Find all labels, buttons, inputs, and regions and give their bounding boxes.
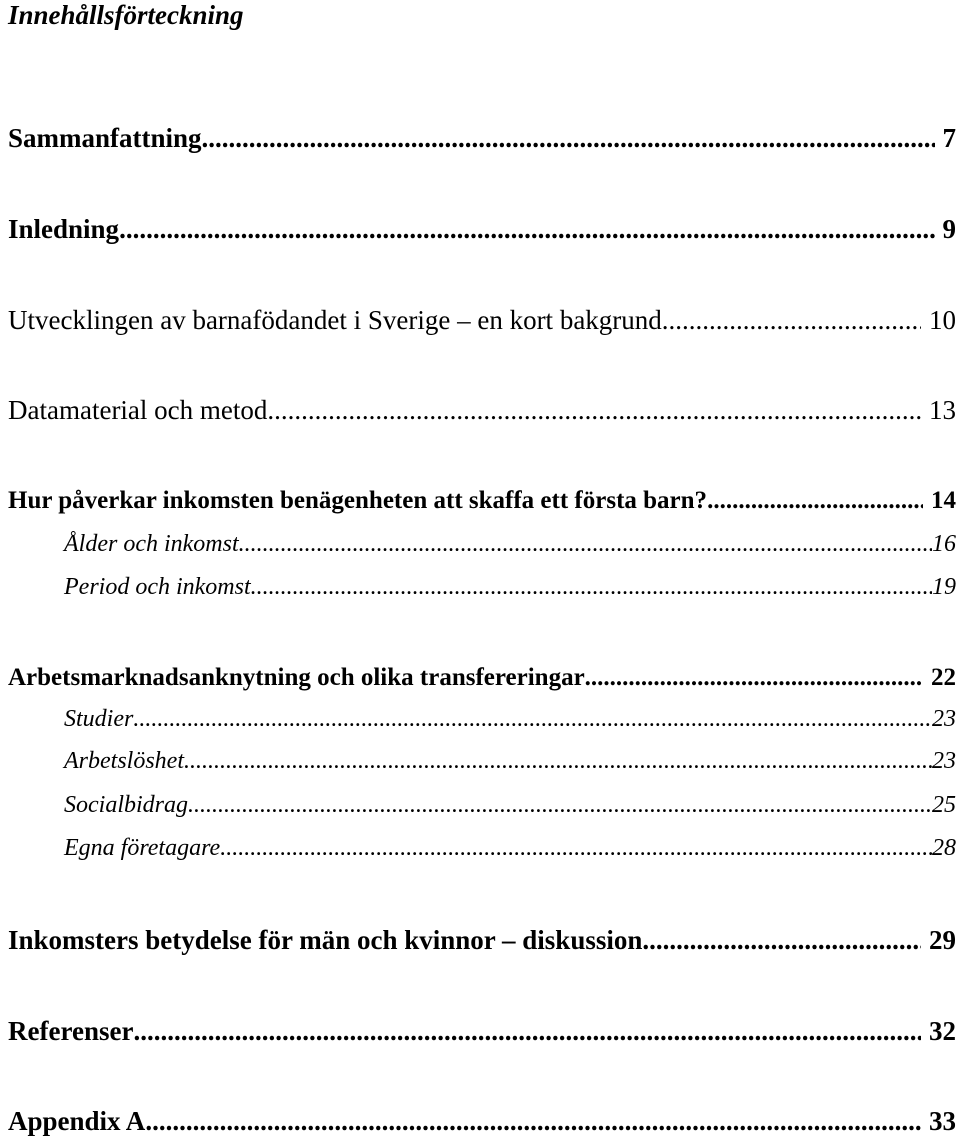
toc-entry-label: Datamaterial och metod: [8, 395, 268, 425]
toc-entry-label: Period och inkomst: [64, 574, 251, 600]
toc-dot-leader: [267, 393, 921, 427]
toc-dot-leader: [251, 571, 932, 603]
toc-dot-leader: [133, 1014, 921, 1048]
toc-entry-label: Sammanfattning: [8, 123, 202, 153]
toc-entry-studier[interactable]: [64, 703, 956, 735]
toc-page-number: 25: [932, 792, 956, 818]
toc-dot-leader: [662, 303, 921, 337]
toc-entry-sammanfattning[interactable]: [8, 121, 956, 155]
toc-page-number: 13: [929, 395, 956, 425]
toc-page-number: 32: [929, 1016, 956, 1046]
toc-entry-referenser[interactable]: [8, 1014, 956, 1048]
toc-entry-inkomsters-betydelse[interactable]: [8, 923, 956, 957]
toc-entry-datamaterial[interactable]: [8, 393, 956, 427]
toc-page-number: 33: [929, 1106, 956, 1136]
toc-entry-label: Egna företagare: [64, 835, 221, 861]
toc-entry-label: Inkomsters betydelse för män och kvinnor – diskussion: [8, 925, 643, 955]
toc-page-number: 16: [932, 531, 956, 557]
toc-dot-leader: [220, 832, 932, 864]
toc-entry-label: Appendix A: [8, 1106, 146, 1136]
toc-page-number: 22: [931, 664, 956, 691]
toc-page-number: 9: [942, 214, 956, 244]
toc-entry-label: Hur påverkar inkomsten benägenheten att skaffa ett första barn?: [8, 487, 708, 514]
toc-dot-leader: [184, 745, 932, 777]
toc-entry-inledning[interactable]: [8, 212, 956, 246]
toc-entry-socialbidrag[interactable]: [64, 789, 956, 821]
toc-dot-leader: [202, 121, 935, 155]
toc-entry-hur-paverkar[interactable]: [8, 484, 956, 518]
toc-page-number: 7: [942, 123, 956, 153]
toc-page-number: 10: [929, 305, 956, 335]
toc-entry-utvecklingen[interactable]: [8, 303, 956, 337]
toc-entry-appendix-a[interactable]: [8, 1104, 956, 1138]
toc-entry-label: Inledning: [8, 214, 120, 244]
toc-entry-egna-foretagare[interactable]: [64, 832, 956, 864]
toc-entry-arbetsloshet[interactable]: [64, 745, 956, 777]
toc-entry-label: Studier: [64, 706, 134, 732]
toc-page-number: 29: [929, 925, 956, 955]
toc-dot-leader: [239, 528, 932, 560]
toc-entry-label: Arbetsmarknadsanknytning och olika transfereringar: [8, 664, 585, 691]
toc-page-number: 23: [932, 748, 956, 774]
toc-entry-period-och-inkomst[interactable]: [64, 571, 956, 603]
toc-dot-leader: [119, 212, 934, 246]
toc-dot-leader: [188, 789, 932, 821]
toc-page-number: 23: [932, 706, 956, 732]
toc-dot-leader: [585, 661, 923, 695]
toc-dot-leader: [642, 923, 921, 957]
toc-page-number: 14: [931, 487, 956, 514]
toc-entry-arbetsmarknadsanknytning[interactable]: [8, 661, 956, 695]
toc-title: Innehållsförteckning: [8, 0, 244, 30]
toc-entry-label: Arbetslöshet: [64, 748, 184, 774]
toc-dot-leader: [133, 703, 932, 735]
toc-dot-leader: [707, 484, 923, 518]
toc-entry-label: Utvecklingen av barnafödandet i Sverige – en kort bakgrund: [8, 305, 662, 335]
toc-page-number: 28: [932, 835, 956, 861]
toc-entry-label: Referenser: [8, 1016, 134, 1046]
toc-dot-leader: [145, 1104, 921, 1138]
toc-entry-label: Ålder och inkomst: [64, 531, 239, 557]
toc-entry-alder-och-inkomst[interactable]: [64, 528, 956, 560]
toc-entry-label: Socialbidrag: [64, 792, 188, 818]
toc-page-number: 19: [932, 574, 956, 600]
